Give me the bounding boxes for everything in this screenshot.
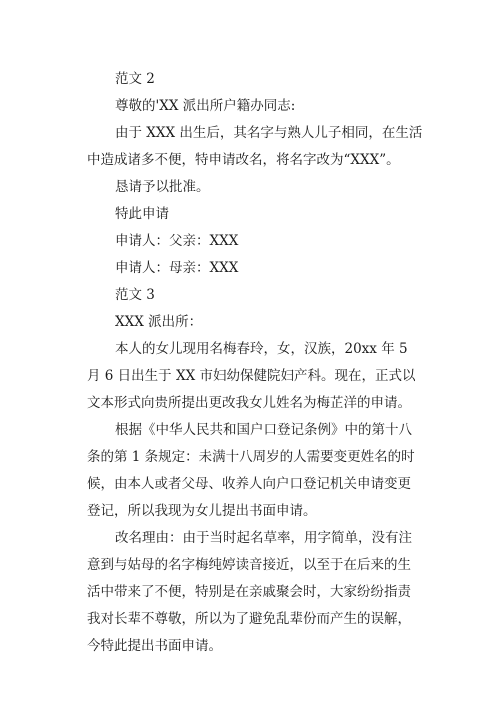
sign-off: 特此申请	[115, 206, 169, 222]
paragraph-line: 活中带来了不便，特别是在亲戚聚会时，大家纷纷指责	[87, 584, 411, 600]
body-line: 中造成诸多不便，特申请改名，将名字改为“XXX”。	[87, 152, 400, 168]
paragraph-line: 候，由本人或者父母、收养人向户口登记机关申请变更	[87, 476, 411, 492]
closing-line: 恳请予以批准。	[115, 179, 210, 195]
paragraph-line: 今特此提出书面申请。	[87, 638, 222, 654]
paragraph-line: 意到与姑母的名字梅纯婷读音接近，以至于在后来的生	[87, 557, 411, 573]
section-heading: 范文 2	[115, 71, 155, 87]
paragraph-line: 月 6 日出生于 XX 市妇幼保健院妇产科。现在，正式以	[87, 368, 416, 384]
paragraph-line: 本人的女儿现用名梅春玲，女，汉族，20xx 年 5	[115, 341, 408, 357]
section-heading: 范文 3	[115, 287, 155, 303]
paragraph-line: 我对长辈不尊敬，所以为了避免乱辈份而产生的误解，	[87, 611, 411, 627]
paragraph-line: 根据《中华人民共和国户口登记条例》中的第十八	[115, 422, 412, 438]
paragraph-line: 改名理由：由于当时起名草率，用字简单，没有注	[115, 530, 412, 546]
applicant-mother: 申请人：母亲：XXX	[115, 260, 239, 276]
applicant-father: 申请人：父亲：XXX	[115, 233, 239, 249]
paragraph-line: 条的第 1 条规定：未满十八周岁的人需要变更姓名的时	[87, 449, 415, 465]
salutation: XXX 派出所：	[115, 314, 203, 330]
body-line: 由于 XXX 出生后，其名字与熟人儿子相同，在生活	[115, 125, 423, 141]
salutation: 尊敬的'XX 派出所户籍办同志:	[115, 98, 296, 114]
paragraph-line: 登记，所以我现为女儿提出书面申请。	[87, 503, 317, 519]
paragraph-line: 文本形式向贵所提出更改我女儿姓名为梅芷洋的申请。	[87, 395, 411, 411]
